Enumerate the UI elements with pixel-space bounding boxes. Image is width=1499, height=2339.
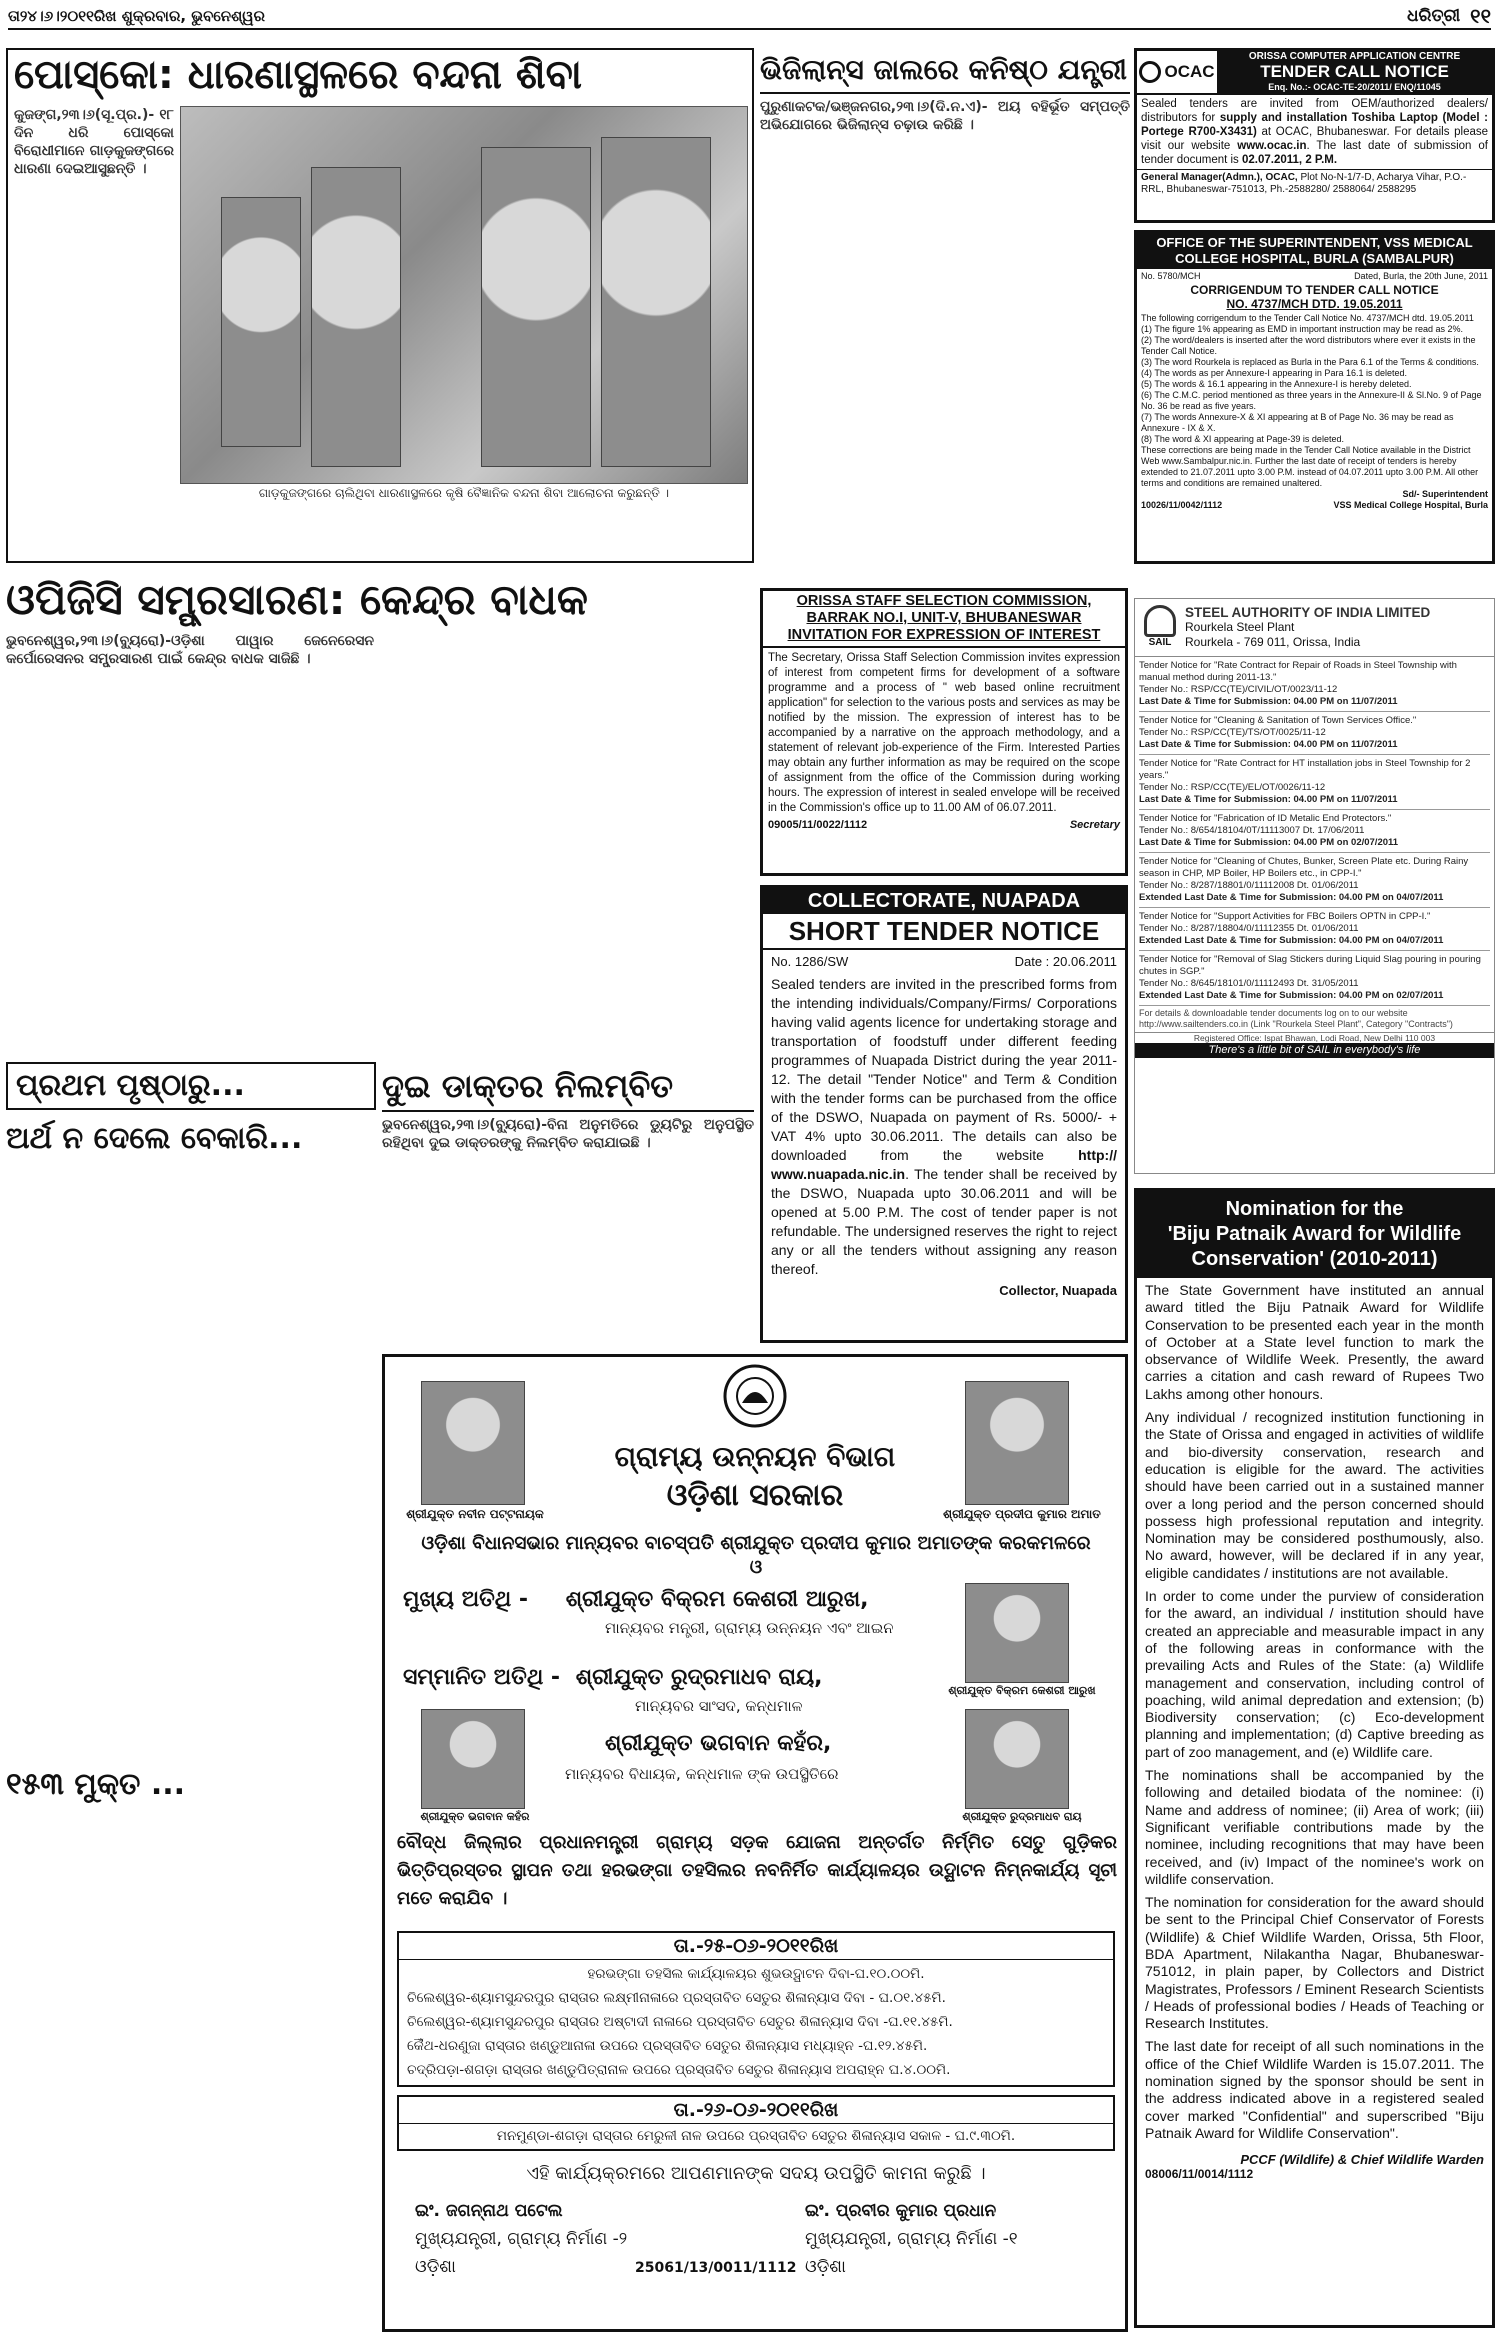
- photo-right: [965, 1381, 1069, 1505]
- posco-caption: ଗାଡ଼କୁଜଙ୍ଗରେ ଚାଲିଥିବା ଧାରଣାସ୍ଥଳରେ କୃଷି ବୈଜ୍ଞାନିକ ବନ୍ଦନା ଶିବା ଆଲୋଚନା କରୁଛନ୍ତି ।: [258, 486, 670, 500]
- front-headline-2: ୧୫୩ ମୁକ୍ତ ...: [6, 1767, 186, 1802]
- ad-rural-development: ଶ୍ରୀଯୁକ୍ତ ନବୀନ ପଟ୍ଟନାୟକ ଶ୍ରୀଯୁକ୍ତ ପ୍ରଦୀପ କୁମାର ଅମାତ ଗ୍ରାମ୍ୟ ଉନ୍ନୟନ ବିଭାଗ ଓଡ଼ିଶା ସରକାର ଓଡ଼ିଶା ବିଧାନସଭାର ମାନ୍ୟବର ବାଚସ୍ପତି ଶ୍ରୀଯୁକ୍ତ ପ୍ରଦୀପ କୁମାର ଅମାତଙ୍କ କରକମଳରେ ଓ ମୁଖ୍ୟ ଅତିଥି - ଶ୍ରୀଯୁକ୍ତ ବିକ୍ରମ କେଶରୀ ଆରୁଖ, ମାନ୍ୟବର ମନ୍ତ୍ରୀ, ଗ୍ରାମ୍ୟ ଉନ୍ନୟନ ଏବଂ ଆଇନ ଶ୍ରୀଯୁକ୍ତ ବିକ୍ରମ କେଶରୀ ଆରୁଖ ସମ୍ମାନିତ ଅତିଥି - ଶ୍ରୀଯୁକ୍ତ ରୁଦ୍ରମାଧବ ରାୟ, ମାନ୍ୟବର ସାଂସଦ, କନ୍ଧମାଳ ଶ୍ରୀଯୁକ୍ତ ଭଗବାନ କହଁର ଶ୍ରୀଯୁକ୍ତ ରୁଦ୍ରମାଧବ ରାୟ ଶ୍ରୀଯୁକ୍ତ ଭଗବାନ କହଁର, ମାନ୍ୟବର ବିଧାୟକ, କନ୍ଧମାଳ ଙ୍କ ଉପସ୍ଥିତିରେ ବୌଦ୍ଧ ଜିଲ୍ଲାର ପ୍ରଧାନମନ୍ତ୍ରୀ ଗ୍ରାମ୍ୟ ସଡ଼କ ଯୋଜନା ଅନ୍ତର୍ଗତ ନିର୍ମ୍ମିତ ସେତୁ ଗୁଡ଼ିକର ଭିତ୍ତିପ୍ରସ୍ତର ସ୍ଥାପନ ତଥା ହରଭଙ୍ଗା ତହସିଲର ନବନିର୍ମିତ କାର୍ଯ୍ୟାଳୟର ଉଦ୍ଘାଟନ ନିମ୍ନକାର୍ଯ୍ୟ ସୂଚୀ ମତେ କରାଯିବ । ତା.-୨୫-୦୬-୨୦୧୧ରିଖ ହରଭଙ୍ଗା ତହସିଲ କାର୍ଯ୍ୟାଳୟର ଶୁଭଉଦ୍ଘାଟନ ଦିବା-ଘ.୧୦.୦୦ମି. ଚିଲେଶ୍ୱର-ଶ୍ୟାମସୁନ୍ଦରପୁର ରାସ୍ତାର ଲକ୍ଷ୍ମୀନାଳାରେ ପ୍ରସ୍ତାବିତ ସେତୁର ଶିଳାନ୍ୟାସ ଦିବା - ଘ.୦୧.୪୫ମି. ଚିଲେଶ୍ୱର-ଶ୍ୟାମସୁନ୍ଦରପୁର ରାସ୍ତାର ଅଷ୍ଟାଦୀ ନାଳାରେ ପ୍ରସ୍ତାବିତ ସେତୁର ଶିଳାନ୍ୟାସ ଦିବା -ଘ.୧୧.୪୫ମି. କୈଁଥ-ଧରଣୁଜା ରାସ୍ତାର ଖଣ୍ଡୁଆନାଳା ଉପରେ ପ୍ରସ୍ତାବିତ ସେତୁର ଶିଳାନ୍ୟାସ ମଧ୍ୟାହ୍ନ -ଘ.୧୨.୪୫ମି. ଚଦ୍ରିପଡ଼ା-ଶଗଡ଼ା ରାସ୍ତାର ଖଣ୍ଡୁପିତ୍ରାନାଳ ଉପରେ ପ୍ରସ୍ତାବିତ ସେତୁର ଶିଳାନ୍ୟାସ ଅପରାହ୍ନ ଘ.୪.୦୦ମି. ତା.-୨୬-୦୬-୨୦୧୧ରିଖ ମନମୁଣ୍ଡା-ଶଗଡ଼ା ରାସ୍ତାର ମେରୁଳୀ ନାଳ ଉପରେ ପ୍ରସ୍ତାବିତ ସେତୁର ଶିଳାନ୍ୟାସ ସକାଳ - ଘ.୯.୩୦ମି. ଏହି କାର୍ଯ୍ୟକ୍ରମରେ ଆପଣମାନଙ୍କ ସଦୟ ଉପସ୍ଥିତି କାମନା କରୁଛି । ଇଂ. ଜଗନ୍ନାଥ ପଟେଲ ମୁଖ୍ୟଯନ୍ତ୍ରୀ, ଗ୍ରାମ୍ୟ ନିର୍ମାଣ -୨ ଓଡ଼ିଶା ଇଂ. ପ୍ରବୀର କୁମାର ପ୍ରଧାନ ମୁଖ୍ୟଯନ୍ତ୍ରୀ, ଗ୍ରାମ୍ୟ ନିର୍ମାଣ -୧ ଓଡ଼ିଶା 25061/13/0011/1112: [382, 1354, 1128, 2332]
- vss-title: OFFICE OF THE SUPERINTENDENT, VSS MEDICAL COLLEGE HOSPITAL, BURLA (SAMBALPUR): [1137, 233, 1492, 269]
- ad-sail: SAIL STEEL AUTHORITY OF INDIA LIMITED Rourkela Steel Plant Rourkela - 769 011, Orissa, India Tender Notice for "Rate Contract for Repair of Roads in Steel Township with manual method during 2011-13." Tender No.: RSP/CC(TE)/CIVIL/OT/0023/11-12 Last Date & Time for Submission: 04.00 PM on 11/07/2011 Tender Notice for "Cleaning & Sanitation of Town Services Office." Tender No.: RSP/CC(TE)/TS/OT/0025/11-12 Last Date & Time for Submission: 04.00 PM on 11/07/2011 Tender Notice for "Rate Contract for HT installation jobs in Steel Township for 2 years." Tender No.: RSP/CC(TE)/EL/OT/0026/11-12 Last Date & Time for Submission: 04.00 PM on 11/07/2011 Tender Notice for "Fabrication of ID Metalic End Protectors." Tender No.: 8/654/18104/0T/11113007 Dt. 17/06/2011 Last Date & Time for Submission: 04.00 PM on 02/07/2011 Tender Notice for "Cleaning of Chutes, Bunker, Screen Plate etc. During Rainy season in CHP, MP Boiler, HP Boilers etc., in CPP-I." Tender No.: 8/287/18801/0/11112008 Dt. 01/06/2011 Extended Last Date & Time for Submission: 04.00 PM on 04/07/2011 Tender Notice for "Support Activities for FBC Boilers OPTN in CPP-I." Tender No.: 8/287/18804/0/11112355 Dt. 01/06/2011 Extended Last Date & Time for Submission: 04.00 PM on 04/07/2011 Tender Notice for "Removal of Slag Stickers during Liquid Slag pouring in pouring chutes in SGP." Tender No.: 8/645/18101/0/11112493 Dt. 31/05/2011 Extended Last Date & Time for Submission: 04.00 PM on 02/07/2011 For details & downloadable tender documents log on to our website http://www.sailtenders.co.in (Link "Rourkela Steel Plant", Category "Contracts") Registered Office: Ispat Bhawan, Lodi Road, New Delhi 110 003 There's a little bit of SAIL in everybody's life: [1134, 598, 1495, 1174]
- sail-notice-dates: Last Date & Time for Submission: 04.00 PM on 11/07/2011: [1139, 696, 1398, 707]
- sail-notice-title: Tender Notice for "Rate Contract for HT installation jobs in Steel Township for 2 years.": [1139, 758, 1471, 781]
- page-number: ୧୧: [1470, 4, 1491, 28]
- opgc-headline: ଓପିଜିସି ସମ୍ପ୍ରସାରଣ: କେନ୍ଦ୍ର ବାଧକ: [6, 575, 588, 624]
- sail-notice-no: Tender No.: 8/654/18104/0T/11113007 Dt. 17/06/2011: [1139, 825, 1365, 836]
- vigilance-headline: ଭିଜିଲାନ୍ସ ଜାଲରେ କନିଷ୍ଠ ଯନ୍ତ୍ରୀ: [760, 48, 1130, 94]
- sail-notice-title: Tender Notice for "Cleaning of Chutes, Bunker, Screen Plate etc. During Rainy season in CHP, MP Boiler, HP Boilers etc., in CPP-I.": [1139, 856, 1469, 879]
- ocac-title: TENDER CALL NOTICE: [1260, 62, 1449, 81]
- sail-notice-dates: Last Date & Time for Submission: 04.00 PM on 11/07/2011: [1139, 794, 1398, 805]
- rural-ref: 25061/13/0011/1112: [635, 2260, 797, 2276]
- doctors-body: ଭୁବନେଶ୍ୱର,୨୩।୬(ବ୍ୟୁରୋ)-ବିନା ଅନୁମତିରେ ଡ୍ୟୁଟିରୁ ଅନୁପସ୍ଥିତ ରହିଥିବା ଦୁଇ ଡାକ୍ତରଙ୍କୁ ନିଲମ୍ବିତ କରାଯାଇଛି ।: [382, 1117, 754, 1151]
- posco-body-col: [14, 106, 174, 504]
- state-emblem-icon: [685, 1363, 825, 1433]
- signatory-right: ଇଂ. ପ୍ରବୀର କୁମାର ପ୍ରଧାନ ମୁଖ୍ୟଯନ୍ତ୍ରୀ, ଗ୍ରାମ୍ୟ ନିର୍ମାଣ -୧ ଓଡ଼ିଶା: [805, 2201, 1018, 2277]
- doctors-headline: ଦୁଇ ଡାକ୍ତର ନିଲମ୍ବିତ: [382, 1062, 754, 1112]
- date-line: ତା୨୪।୬।୨୦୧୧ରିଖ ଶୁକ୍ରବାର, ଭୁବନେଶ୍ୱର: [8, 7, 265, 25]
- front-banner: ପ୍ରଥମ ପୃଷ୍ଠାରୁ...: [6, 1062, 376, 1110]
- ad-biju-award: Nomination for the 'Biju Patnaik Award for Wildlife Conservation' (2010-2011) The State Government have instituted an annual award titled the Biju Patnaik Award for Wildlife Conservation to be presented each year in the month of October at a State level function to mark the observance of Wildlife Week. Presently, the award carries a citation and cash reward of Rupees Two Lakhs among other honours. Any individual / recognized institution functioning in the State of Orissa and engaged in activities of wildlife and bio-diversity conservation, research and education is eligible for the award. The activities should have been carried out in a sustained manner over a long period and the person concerned should possess high professional reputation and integrity. Nomination may be considered posthumously, also. No award, however, will be declared if in any year, eligible candidates / institutions are not available. In order to come under the purview of consideration for the award, an individual / institution should have created an appreciable and measurable impact in any of the following areas in conformance with the prevailing Acts and Rules of the State: (a) Wildlife management and conservation, including control of poaching, wild animal depredation and extension; (b) Biodiversity conservation; (c) Eco-development planning and implementation; (d) Captive breeding as part of zoo management, and (e) Wildlife care. The nominations shall be accompanied by the following and detailed biodata of the nominee: (i) Name and address of nominee; (ii) Area of work; (iii) Significant verifiable contributions made by the nominee, including recognitions that may have been received, and (iv) Impact of the nominee's work on wildlife conservation. The nomination for consideration for the award should be sent to the Principal Chief Conservator of Forests (Wildlife) & Chief Wildlife Warden, Orissa, 5th Floor, BDA Apartment, Nilakantha Nagar, Bhubaneswar-751012, in plain paper, by Collectors and District Magistrates, Professors / Eminent Research Scientists / Heads of professional bodies / Heads of Teaching or Research Institutes. The last date for receipt of all such nominations in the office of the Chief Wildlife Warden is 15.07.2011. The nomination signed by the sponsor should be sent in the address indicated above in a registered sealed cover marked "Confidential" and superscribed "Biju Patnaik Award for Wildlife Conservation". PCCF (Wildlife) & Chief Wildlife Warden 08006/11/0014/1112: [1134, 1188, 1495, 2328]
- chief-guest: ମୁଖ୍ୟ ଅତିଥି - ଶ୍ରୀଯୁକ୍ତ ବିକ୍ରମ କେଶରୀ ଆରୁଖ,: [403, 1587, 869, 1612]
- nuapada-title-1: COLLECTORATE, NUAPADA: [763, 888, 1125, 914]
- schedule-day-1: ତା.-୨୫-୦୬-୨୦୧୧ରିଖ ହରଭଙ୍ଗା ତହସିଲ କାର୍ଯ୍ୟାଳୟର ଶୁଭଉଦ୍ଘାଟନ ଦିବା-ଘ.୧୦.୦୦ମି. ଚିଲେଶ୍ୱର-ଶ୍ୟାମସୁନ୍ଦରପୁର ରାସ୍ତାର ଲକ୍ଷ୍ମୀନାଳାରେ ପ୍ରସ୍ତାବିତ ସେତୁର ଶିଳାନ୍ୟାସ ଦିବା - ଘ.୦୧.୪୫ମି. ଚିଲେଶ୍ୱର-ଶ୍ୟାମସୁନ୍ଦରପୁର ରାସ୍ତାର ଅଷ୍ଟାଦୀ ନାଳାରେ ପ୍ରସ୍ତାବିତ ସେତୁର ଶିଳାନ୍ୟାସ ଦିବା -ଘ.୧୧.୪୫ମି. କୈଁଥ-ଧରଣୁଜା ରାସ୍ତାର ଖଣ୍ଡୁଆନାଳା ଉପରେ ପ୍ରସ୍ତାବିତ ସେତୁର ଶିଳାନ୍ୟାସ ମଧ୍ୟାହ୍ନ -ଘ.୧୨.୪୫ମି. ଚଦ୍ରିପଡ଼ା-ଶଗଡ଼ା ରାସ୍ତାର ଖଣ୍ଡୁପିତ୍ରାନାଳ ଉପରେ ପ୍ରସ୍ତାବିତ ସେତୁର ଶିଳାନ୍ୟାସ ଅପରାହ୍ନ ଘ.୪.୦୦ମି.: [397, 1931, 1115, 2087]
- posco-photo: [180, 106, 748, 484]
- vss-body: The following corrigendum to the Tender Call Notice No. 4737/MCH dtd. 19.05.2011 (1) The figure 1% appearing as EMD in important instruction may be read as 2%. (2) The word/dealers is inserted after the word distributors where ever it exists in the Tender Call Notice. (3) The word Rourkela is replaced as Burla in the Para 6.1 of the Terms & conditions. (4) The words as per Annexure-I appearing in Para 16.1 is deleted. (5) The words & 16.1 appearing in the Annexure-I is hereby deleted. (6) The C.M.C. period mentioned as three years in the Annexure-II & Sl.No. 9 of Page No. 36 be read as five years. (7) The words Annexure-X & XI appearing at B of Page No. 36 may be read as Annexure - IX & X. (8) The word & XI appearing at Page-39 is deleted. These corrections are being made in the Tender Call Notice available in the District Web www.Sambalpur.nic.in. Further the last date of receipt of tenders is hereby extended to 21.07.2011 upto 3.00 P.M. instead of 04.07.2011 upto 3.00 P.M. All other terms and conditions are remained unaltered. Sd/- Superintendent 10026/11/0042/1112 VSS Medical College Hospital, Burla: [1141, 313, 1488, 510]
- photo-mid: [965, 1583, 1069, 1683]
- sail-notice-no: Tender No.: RSP/CC(TE)/EL/OT/0026/11-12: [1139, 782, 1326, 793]
- opgc-body: ଭୁବନେଶ୍ୱର,୨୩।୬(ବ୍ୟୁରୋ)-ଓଡ଼ିଶା ପାୱାର ଜେନେରେସନ କର୍ପୋରେସନର ସମ୍ପ୍ରସାରଣ ପାଇଁ କେନ୍ଦ୍ର ବାଧକ ସାଜିଛି ।: [6, 633, 374, 667]
- sail-notice-title: Tender Notice for "Removal of Slag Stickers during Liquid Slag pouring in pouring chutes in SGP.": [1139, 954, 1481, 977]
- sail-notice: [1139, 657, 1490, 712]
- story-opgc: [6, 572, 754, 1052]
- photo-bottom-right: [965, 1709, 1069, 1809]
- vigilance-body: ପୁରୁଣାକଟକ/ଭଞ୍ଜନଗର,୨୩।୬(ଦି.ନ.ଏ)- ଅୟ ବହିର୍ଭୂତ ସମ୍ପତ୍ତି ଅଭିଯୋଗରେ ଭିଜିଲାନ୍ସ ଚଢ଼ାଉ କରିଛି ।: [760, 99, 1130, 133]
- ad-ossc: ORISSA STAFF SELECTION COMMISSION, BARRAK NO.I, UNIT-V, BHUBANESWAR INVITATION FOR EXPRESSION OF INTEREST The Secretary, Orissa Staff Selection Commission invites expression of interest from competent firms for development of a software programme and a process of " web based online recruitment application" for selection to the various posts and services as may be notified by the mission. The expression of interest has to be accompanied by a narrative on the approach methodology, and a statement of relevant job-experience of the Firm. Interested Parties may obtain any further information as may be required on the scope of assignment from the office of the Commission during working hours. The expression of interest in sealed envelope will be received in the Commission's office up to 11.00 AM of 06.07.2011. 09005/11/0022/1112 Secretary: [760, 588, 1128, 876]
- sail-org: STEEL AUTHORITY OF INDIA LIMITED: [1185, 605, 1431, 620]
- posco-dateline: କୁଜଙ୍ଗ,୨୩।୬(ସୂ.ପ୍ର.)- ୧୮ ଦିନ ଧରି ପୋସ୍କୋ ବିରୋଧୀମାନେ ଗାଡ଼କୁଜଙ୍ଗରେ ଧାରଣା ଦେଇଆସୁଛନ୍ତି ।: [14, 107, 174, 177]
- ossc-title: ORISSA STAFF SELECTION COMMISSION, BARRAK NO.I, UNIT-V, BHUBANESWAR INVITATION FOR EXPRESSION OF INTEREST: [763, 591, 1125, 648]
- sail-notices: [1135, 657, 1494, 1006]
- front-body-2: [6, 1808, 376, 2268]
- ad-nuapada: COLLECTORATE, NUAPADA SHORT TENDER NOTICE No. 1286/SW Date : 20.06.2011 Sealed tenders are invited in the prescribed forms from the intending individuals/Company/Firms/ Corporations having valid agents licence for undertaking storage and transportation of foodstuff under different feeding programmes of Nuapada District during the year 2011-12. The detail "Tender Notice" and Term & Condition with the tender forms can be purchased from the office of the DSWO, Nuapada on payment of Rs. 5000/- + VAT 4% upto 30.06.2011. The details can also be downloaded from the website http:// www.nuapada.nic.in. The tender shall be received by the DSWO, Nuapada upto 30.06.2011 and will be opened at 5.00 P.M. The cost of tender paper is not refundable. The undersigned reserves the right to reject any or all the tenders without assigning any reason thereof. Collector, Nuapada: [760, 885, 1128, 1343]
- sail-notice-no: Tender No.: 8/645/18101/0/11112493 Dt. 31/05/2011: [1139, 978, 1359, 989]
- honoured-guest: ସମ୍ମାନିତ ଅତିଥି - ଶ୍ରୀଯୁକ୍ତ ରୁଦ୍ରମାଧବ ରାୟ,: [403, 1665, 823, 1690]
- photo-left: [421, 1381, 525, 1505]
- schedule-day-2: ତା.-୨୬-୦୬-୨୦୧୧ରିଖ ମନମୁଣ୍ଡା-ଶଗଡ଼ା ରାସ୍ତାର ମେରୁଳୀ ନାଳ ଉପରେ ପ୍ରସ୍ତାବିତ ସେତୁର ଶିଳାନ୍ୟାସ ସକାଳ - ଘ.୯.୩୦ମି.: [397, 2095, 1115, 2151]
- photo-bottom-left: [421, 1709, 525, 1809]
- front-headline-1: ଅର୍ଥ ନ ଦେଲେ ବେକାରି...: [6, 1121, 303, 1156]
- sail-notice-dates: Extended Last Date & Time for Submission: 04.00 PM on 02/07/2011: [1139, 990, 1444, 1001]
- sail-notice-title: Tender Notice for "Rate Contract for Repair of Roads in Steel Township with manual method during 2011-13.": [1139, 660, 1457, 683]
- posco-headline: ପୋସ୍କୋ: ଧାରଣାସ୍ଥଳରେ ବନ୍ଦନା ଶିବା: [14, 52, 583, 98]
- sail-notice: [1139, 951, 1490, 1006]
- sail-notice-no: Tender No.: RSP/CC(TE)/CIVIL/OT/0023/11-12: [1139, 684, 1338, 695]
- ossc-body: The Secretary, Orissa Staff Selection Commission invites expression of interest from competent firms for development of a software programme and a process of " web based online recruitment application" for selection to the various posts and services as may be notified by the mission. The expression of interest has to be accompanied by a narrative on the approach methodology, and a statement of relevant job-experience of the Firm. Interested Parties may obtain any further information as may be required on the scope of assignment from the office of the Commission during working hours. The expression of interest in sealed envelope will be received in the Commission's office up to 11.00 AM of 06.07.2011.: [768, 652, 1120, 814]
- nuapada-body: Sealed tenders are invited in the prescribed forms from the intending individuals/Company/Firms/ Corporations having valid agents licence for undertaking storage and transportation of foodstuff under different feeding programmes of Nuapada District during the year 2011-12. The detail "Tender Notice" and Term & Condition with the tender forms can be purchased from the office of the DSWO, Nuapada on payment of Rs. 5000/- + VAT 4% upto 30.06.2011. The details can also be downloaded from the website http:// www.nuapada.nic.in. The tender shall be received by the DSWO, Nuapada upto 30.06.2011 and will be opened at 5.00 P.M. The cost of tender paper is not refundable. The undersigned reserves the right to reject any or all the tenders without assigning any reason thereof.: [771, 976, 1117, 1277]
- masthead: [8, 4, 1491, 30]
- paper-name: ଧରିତ୍ରୀ: [1407, 6, 1461, 26]
- ocac-enq: Enq. No.:- OCAC-TE-20/2011/ ENQ/11045: [1268, 82, 1441, 92]
- story-vigilance: [760, 48, 1130, 563]
- sail-notice: [1139, 755, 1490, 810]
- sail-notice: [1139, 810, 1490, 853]
- ad-vss: OFFICE OF THE SUPERINTENDENT, VSS MEDICAL COLLEGE HOSPITAL, BURLA (SAMBALPUR) No. 5780/MCH Dated, Burla, the 20th June, 2011 CORRIGENDUM TO TENDER CALL NOTICE NO. 4737/MCH DTD. 19.05.2011 The following corrigendum to the Tender Call Notice No. 4737/MCH dtd. 19.05.2011 (1) The figure 1% appearing as EMD in important instruction may be read as 2%. (2) The word/dealers is inserted after the word distributors where ever it exists in the Tender Call Notice. (3) The word Rourkela is replaced as Burla in the Para 6.1 of the Terms & conditions. (4) The words as per Annexure-I appearing in Para 16.1 is deleted. (5) The words & 16.1 appearing in the Annexure-I is hereby deleted. (6) The C.M.C. period mentioned as three years in the Annexure-II & Sl.No. 9 of Page No. 36 be read as five years. (7) The words Annexure-X & XI appearing at B of Page No. 36 may be read as Annexure - IX & X. (8) The word & XI appearing at Page-39 is deleted. These corrections are being made in the Tender Call Notice available in the District Web www.Sambalpur.nic.in. Further the last date of receipt of tenders is hereby extended to 21.07.2011 upto 3.00 P.M. instead of 04.07.2011 upto 3.00 P.M. All other terms and conditions are remained unaltered. Sd/- Superintendent 10026/11/0042/1112 VSS Medical College Hospital, Burla: [1134, 230, 1495, 564]
- story-doctors: [382, 1062, 754, 1348]
- sail-logo-icon: [1144, 605, 1176, 637]
- biju-title: Nomination for the 'Biju Patnaik Award for Wildlife Conservation' (2010-2011): [1137, 1191, 1492, 1278]
- biju-body: The State Government have instituted an annual award titled the Biju Patnaik Award for Wildlife Conservation to be presented each year in the month of October at a State level function to mark the observance of Wildlife Week. Presently, the award carries a citation and cash reward of Rupees Two Lakhs among other honours. Any individual / recognized institution functioning in the State of Orissa and engaged in activities of wildlife and bio-diversity conservation, research and education is eligible for the award. The activities should have been carried out in a sustained manner over a long period and the person concerned should possess high professional reputation and integrity. Nomination may be considered posthumously, also. No award, however, will be declared if in any year, eligible candidates / institutions are not available. In order to come under the purview of consideration for the award, an individual / institution should have created an appreciable and measurable impact in any of the following areas in conformance with the prevailing Acts and Rules of the State: (a) Wildlife management and conservation, including control of poaching, wild animal depredation and extension; (b) Biodiversity conservation; (c) Eco-development planning and implementation; (d) Captive breeding as part of zoo management, and (e) Wildlife care. The nominations shall be accompanied by the following and detailed biodata of the nominee: (i) Name and address of nominee; (ii) Area of work; (iii) Significant verifiable contributions made by the nominee, including recognitions that may have been received, and (iv) Impact of the nominee's work on wildlife conservation. The nomination for consideration for the award should be sent to the Principal Chief Conservator of Forests (Wildlife) & Chief Wildlife Warden, Orissa, 5th Floor, BDA Apartment, Nilakantha Nagar, Bhubaneswar-751012, in plain paper, by Collectors and District Magistrates, Professors / Eminent Research Scientists / Heads of professional bodies / Heads of Teaching or Research Institutes. The last date for receipt of all such nominations in the office of the Chief Wildlife Warden is 15.07.2011. The nomination signed by the sponsor should be sent in the address indicated above in a registered sealed cover marked "Confidential" and superscribed "Biju Patnaik Award for Wildlife Conservation".: [1145, 1282, 1484, 2141]
- sail-notice: [1139, 908, 1490, 951]
- ocac-website[interactable]: www.ocac.in: [1237, 140, 1307, 152]
- ocac-org: ORISSA COMPUTER APPLICATION CENTRE: [1248, 51, 1461, 62]
- sail-notice-no: Tender No.: 8/287/18804/0/11112355 Dt. 01/06/2011: [1139, 923, 1359, 934]
- nuapada-title-2: SHORT TENDER NOTICE: [763, 914, 1125, 950]
- sail-notice-title: Tender Notice for "Cleaning & Sanitation of Town Services Office.": [1139, 715, 1417, 726]
- sail-notice-dates: Extended Last Date & Time for Submission: 04.00 PM on 04/07/2011: [1139, 892, 1444, 903]
- front-body-1: [6, 1162, 376, 1762]
- sail-notice: [1139, 853, 1490, 908]
- vss-heading: CORRIGENDUM TO TENDER CALL NOTICE NO. 4737/MCH DTD. 19.05.2011: [1190, 283, 1439, 311]
- rural-description: ବୌଦ୍ଧ ଜିଲ୍ଲାର ପ୍ରଧାନମନ୍ତ୍ରୀ ଗ୍ରାମ୍ୟ ସଡ଼କ ଯୋଜନା ଅନ୍ତର୍ଗତ ନିର୍ମ୍ମିତ ସେତୁ ଗୁଡ଼ିକର ଭିତ୍ତିପ୍ରସ୍ତର ସ୍ଥାପନ ତଥା ହରଭଙ୍ଗା ତହସିଲର ନବନିର୍ମିତ କାର୍ଯ୍ୟାଳୟର ଉଦ୍ଘାଟନ ନିମ୍ନକାର୍ଯ୍ୟ ସୂଚୀ ମତେ କରାଯିବ ।: [397, 1832, 1117, 1909]
- sail-notice-dates: Extended Last Date & Time for Submission: 04.00 PM on 04/07/2011: [1139, 935, 1444, 946]
- sail-notice-dates: Last Date & Time for Submission: 04.00 PM on 02/07/2011: [1139, 837, 1399, 848]
- ad-ocac: OCAC ORISSA COMPUTER APPLICATION CENTRE TENDER CALL NOTICE Enq. No.:- OCAC-TE-20/2011/ ENQ/11045 Sealed tenders are invited from OEM/authorized dealers/ distributors for supply and installation Toshiba Laptop (Model : Portege R700-X3431) at OCAC, Bhubaneswar. For details please visit our website www.ocac.in. The last date of submission of tender document is 02.07.2011, 2 P.M. General Manager(Admn.), OCAC, Plot No-N-1/7-D, Acharya Vihar, P.O.-RRL, Bhubaneswar-751013, Ph.-2588280/ 2588064/ 2588295: [1134, 48, 1495, 223]
- sail-tagline: There's a little bit of SAIL in everybody's life: [1135, 1043, 1494, 1058]
- ocac-logo: OCAC: [1164, 62, 1215, 81]
- sail-notice: [1139, 712, 1490, 755]
- sail-notice-no: Tender No.: 8/287/18801/0/11112008 Dt. 01/06/2011: [1139, 880, 1359, 891]
- posco-body-bottom: [14, 506, 748, 558]
- sail-notice-title: Tender Notice for "Fabrication of ID Metalic End Protectors.": [1139, 813, 1392, 824]
- sail-notice-dates: Last Date & Time for Submission: 04.00 PM on 11/07/2011: [1139, 739, 1398, 750]
- story-posco: [6, 48, 754, 563]
- sail-notice-title: Tender Notice for "Support Activities for FBC Boilers OPTN in CPP-I.": [1139, 911, 1431, 922]
- signatory-left: ଇଂ. ଜଗନ୍ନାଥ ପଟେଲ ମୁଖ୍ୟଯନ୍ତ୍ରୀ, ଗ୍ରାମ୍ୟ ନିର୍ମାଣ -୨ ଓଡ଼ିଶା: [415, 2201, 628, 2277]
- nuapada-website[interactable]: http:// www.nuapada.nic.in: [771, 1147, 1117, 1182]
- sail-notice-no: Tender No.: RSP/CC(TE)/TS/OT/0025/11-12: [1139, 727, 1326, 738]
- section-front-continued: [6, 1062, 376, 2334]
